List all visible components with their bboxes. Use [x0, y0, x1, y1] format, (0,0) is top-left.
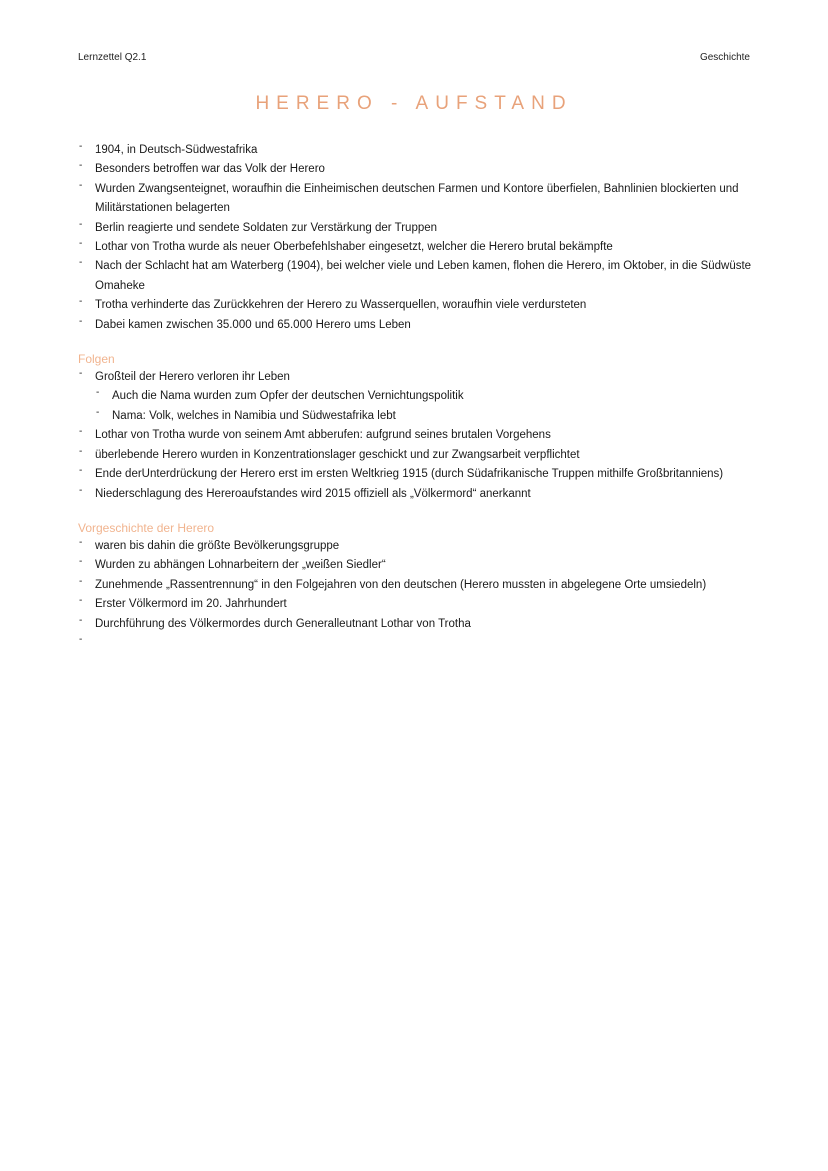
folgen-list-continued [78, 426, 758, 504]
list-item: - überlebende Herero wurden in Konzentrationslager geschickt und zur Zwangsarbeit verpflichtet [78, 446, 758, 465]
intro-list [78, 141, 758, 335]
document-body [78, 141, 758, 653]
list-item: - Besonders betroffen war das Volk der Herero [78, 160, 758, 179]
list-item: - waren bis dahin die größte Bevölkerungsgruppe [78, 537, 758, 556]
list-item: - Nach der Schlacht hat am Waterberg (1904), bei welcher viele und Leben kamen, flohen die Herero, im Oktober, in die Südwüste Omaheke [78, 257, 758, 296]
header-course-label: Lernzettel Q2.1 [78, 52, 147, 63]
list-item: - Wurden zu abhängen Lohnarbeitern der „weißen Siedler“ [78, 556, 758, 575]
list-item: - 1904, in Deutsch-Südwestafrika [78, 141, 758, 160]
folgen-sub-list [78, 387, 758, 426]
list-item: - Dabei kamen zwischen 35.000 und 65.000 Herero ums Leben [78, 316, 758, 335]
list-item-empty [78, 634, 758, 653]
list-item: - Wurden Zwangsenteignet, woraufhin die Einheimischen deutschen Farmen und Kontore überfielen, Bahnlinien blockierten und Militärstationen belagerten [78, 180, 758, 219]
folgen-list [78, 368, 758, 387]
list-item: - Lothar von Trotha wurde von seinem Amt abberufen: aufgrund seines brutalen Vorgehens [78, 426, 758, 445]
list-item: - Niederschlagung des Hereroaufstandes wird 2015 offiziell als „Völkermord“ anerkannt [78, 485, 758, 504]
page-header [78, 52, 750, 66]
section-heading-folgen: Folgen [78, 352, 115, 367]
list-item: - Berlin reagierte und sendete Soldaten zur Verstärkung der Truppen [78, 219, 758, 238]
header-subject-label: Geschichte [699, 52, 750, 63]
list-item: - Erster Völkermord im 20. Jahrhundert [78, 595, 758, 614]
list-item: - Ende derUnterdrückung der Herero erst im ersten Weltkrieg 1915 (durch Südafrikanische Truppen mithilfe Großbritanniens) [78, 465, 758, 484]
list-item: - Zunehmende „Rassentrennung“ in den Folgejahren von den deutschen (Herero mussten in abgelegene Orte umsiedeln) [78, 576, 758, 595]
vorgeschichte-list [78, 537, 758, 653]
sub-list-item: - Auch die Nama wurden zum Opfer der deutschen Vernichtungspolitik [78, 387, 758, 406]
list-item: - Trotha verhinderte das Zurückkehren der Herero zu Wasserquellen, woraufhin viele verdursteten [78, 296, 758, 315]
list-item: - Durchführung des Völkermordes durch Generalleutnant Lothar von Trotha [78, 615, 758, 634]
list-item: - Großteil der Herero verloren ihr Leben [78, 368, 758, 387]
section-heading-vorgeschichte: Vorgeschichte der Herero [78, 520, 215, 535]
page-title: HERERO - AUFSTAND [255, 92, 573, 114]
list-item: - Lothar von Trotha wurde als neuer Oberbefehlshaber eingesetzt, welcher die Herero brutal bekämpfte [78, 238, 758, 257]
sub-list-item: - Nama: Volk, welches in Namibia und Südwestafrika lebt [78, 407, 758, 426]
